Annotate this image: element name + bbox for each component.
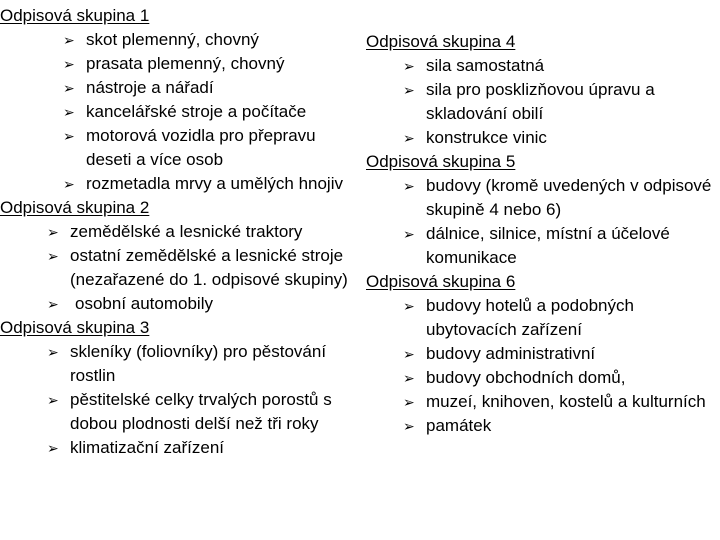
group-heading: Odpisová skupina 6: [366, 272, 516, 291]
list-item: [366, 126, 720, 150]
arrow-bullet-icon: ➢: [63, 56, 75, 72]
item-text: památek: [426, 416, 492, 435]
item-text: prasata plemenný, chovný: [86, 54, 285, 73]
item-text: muzeí, knihoven, kostelů a kulturních: [426, 392, 706, 411]
item-text: sila samostatná: [426, 56, 545, 75]
item-text: skot plemenný, chovný: [86, 30, 259, 49]
list-item: [366, 414, 720, 438]
arrow-bullet-icon: ➢: [403, 82, 415, 98]
group-heading: Odpisová skupina 2: [0, 198, 150, 217]
arrow-bullet-icon: ➢: [63, 128, 75, 144]
list-item: [366, 222, 720, 270]
list-item: [0, 220, 350, 244]
group-3: [0, 316, 350, 460]
item-text: pěstitelské celky trvalých porostů s dobou plodnosti delší než tři roky: [70, 390, 332, 433]
item-text: sila pro posklizňovou úpravu a skladování obilí: [426, 80, 655, 123]
arrow-bullet-icon: ➢: [47, 248, 59, 264]
group-heading: Odpisová skupina 5: [366, 152, 516, 171]
list-item: [0, 52, 350, 76]
list-item: [0, 340, 350, 388]
arrow-bullet-icon: ➢: [47, 440, 59, 456]
item-text: klimatizační zařízení: [70, 438, 224, 457]
item-list: [366, 54, 720, 150]
arrow-bullet-icon: ➢: [47, 224, 59, 240]
arrow-bullet-icon: ➢: [47, 392, 59, 408]
item-text: nástroje a nářadí: [86, 78, 214, 97]
item-list: [0, 340, 350, 460]
list-item: [0, 100, 350, 124]
list-item: [0, 28, 350, 52]
list-item: [366, 54, 720, 78]
right-column: [366, 0, 720, 438]
item-text: budovy obchodních domů,: [426, 368, 626, 387]
arrow-bullet-icon: ➢: [403, 394, 415, 410]
arrow-bullet-icon: ➢: [47, 344, 59, 360]
item-text: ostatní zemědělské a lesnické stroje (nezařazené do 1. odpisové skupiny): [70, 246, 348, 289]
left-column: [0, 0, 350, 460]
arrow-bullet-icon: ➢: [403, 58, 415, 74]
arrow-bullet-icon: ➢: [403, 226, 415, 242]
item-list: [366, 174, 720, 270]
item-text: rozmetadla mrvy a umělých hnojiv: [86, 174, 343, 193]
arrow-bullet-icon: ➢: [63, 104, 75, 120]
arrow-bullet-icon: ➢: [403, 298, 415, 314]
list-item: [366, 78, 720, 126]
list-item: [0, 436, 350, 460]
item-list: [366, 294, 720, 438]
item-text: dálnice, silnice, místní a účelové komunikace: [426, 224, 670, 267]
arrow-bullet-icon: ➢: [403, 130, 415, 146]
item-list: [0, 28, 350, 196]
list-item: [366, 174, 720, 222]
item-list: [0, 220, 350, 316]
item-text: budovy (kromě uvedených v odpisové skupině 4 nebo 6): [426, 176, 712, 219]
group-heading: Odpisová skupina 1: [0, 6, 150, 25]
group-1: [0, 4, 350, 196]
list-item: [0, 76, 350, 100]
arrow-bullet-icon: ➢: [403, 178, 415, 194]
list-item: [0, 292, 350, 316]
arrow-bullet-icon: ➢: [403, 370, 415, 386]
list-item: [366, 342, 720, 366]
list-item: [0, 172, 350, 196]
arrow-bullet-icon: ➢: [47, 296, 59, 312]
group-heading: Odpisová skupina 3: [0, 318, 150, 337]
list-item: [366, 390, 720, 414]
list-item: [366, 294, 720, 342]
group-2: [0, 196, 350, 316]
group-5: [366, 150, 720, 270]
arrow-bullet-icon: ➢: [63, 80, 75, 96]
list-item: [0, 244, 350, 292]
list-item: [0, 124, 350, 172]
group-4: [366, 30, 720, 150]
item-text: osobní automobily: [75, 294, 213, 313]
item-text: skleníky (foliovníky) pro pěstování rostlin: [70, 342, 327, 385]
item-text: zemědělské a lesnické traktory: [70, 222, 303, 241]
list-item: [0, 388, 350, 436]
arrow-bullet-icon: ➢: [403, 418, 415, 434]
group-6: [366, 270, 720, 438]
group-heading: Odpisová skupina 4: [366, 32, 516, 51]
item-text: budovy administrativní: [426, 344, 596, 363]
arrow-bullet-icon: ➢: [63, 32, 75, 48]
item-text: motorová vozidla pro přepravu deseti a více osob: [86, 126, 316, 169]
arrow-bullet-icon: ➢: [403, 346, 415, 362]
item-text: konstrukce vinic: [426, 128, 547, 147]
item-text: kancelářské stroje a počítače: [86, 102, 307, 121]
list-item: [366, 366, 720, 390]
item-text: budovy hotelů a podobných ubytovacích zařízení: [426, 296, 634, 339]
arrow-bullet-icon: ➢: [63, 176, 75, 192]
